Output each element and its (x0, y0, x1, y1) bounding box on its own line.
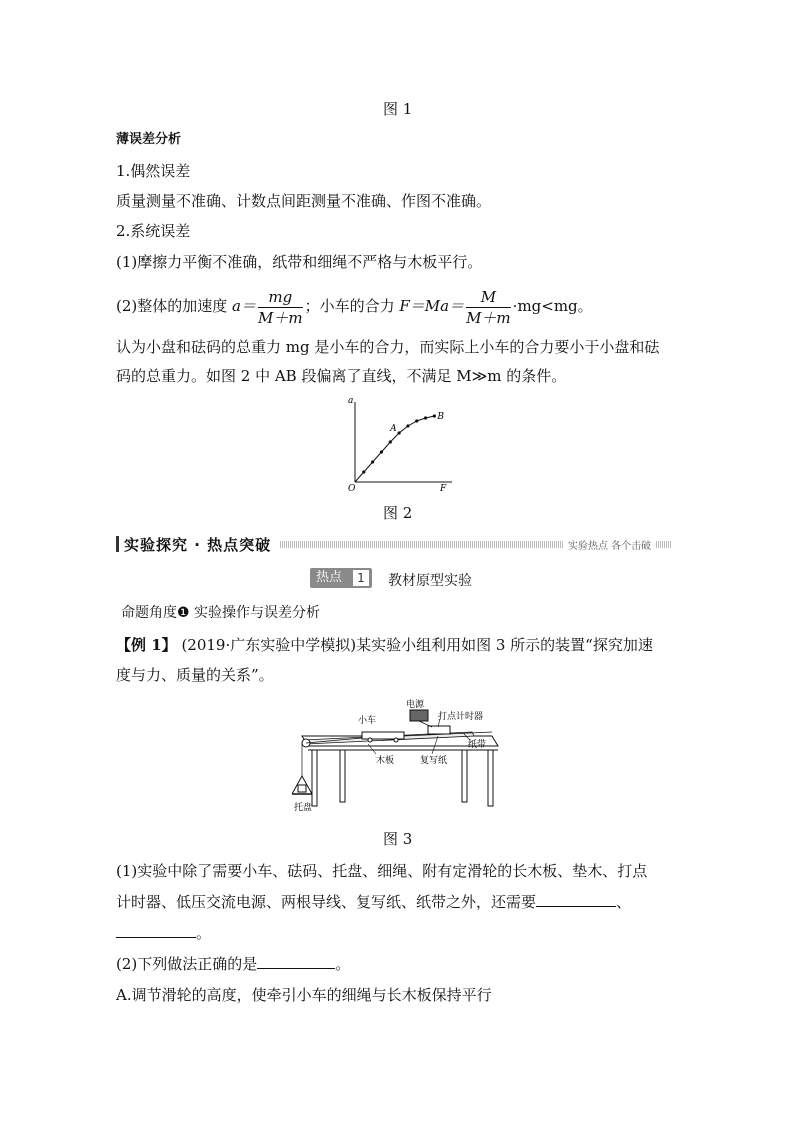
fig2-caption: 图 2 (383, 504, 413, 522)
hot-label: 热点 (316, 570, 343, 585)
answer-blank-1[interactable] (536, 892, 616, 907)
section-bar-left-mark (116, 536, 119, 552)
label-board: 木板 (376, 756, 395, 766)
label-tray: 托盘 (294, 803, 313, 813)
wire (419, 721, 432, 727)
q2-end: 。 (335, 955, 351, 973)
example-line-2: 度与力、质量的关系”。 (116, 666, 274, 684)
fraction-M-den: M＋m (466, 308, 511, 327)
example-line-1 (116, 634, 653, 656)
cart-wheel (368, 738, 372, 742)
section-title: 实验探究 · 热点突破 (124, 536, 272, 554)
fig3-apparatus (292, 696, 507, 822)
data-point (433, 414, 436, 417)
item1-text: 质量测量不准确、计数点间距测量不准确、作图不准确。 (116, 192, 492, 210)
formula-line (116, 284, 593, 328)
data-point (415, 419, 418, 422)
y-axis-label: a (348, 396, 354, 406)
error-analysis-heading (116, 128, 181, 147)
label-carbon: 复写纸 (420, 756, 448, 766)
q1-separator: 、 (616, 893, 632, 911)
x-axis-label: F (440, 484, 447, 492)
heading-prefix: 薄 (116, 132, 130, 147)
hot-number: 1 (353, 570, 369, 586)
heading-text: 误差分析 (129, 132, 182, 147)
answer-blank-2[interactable] (116, 923, 196, 938)
table-leg (312, 750, 317, 806)
formula-prefix: (2)整体的加速度 (116, 297, 233, 315)
fig1-caption: 图 1 (383, 100, 413, 118)
tray-weight (298, 785, 306, 792)
formula-mid: ；小车的合力 (304, 297, 400, 315)
label-tape: 纸带 (468, 740, 487, 750)
cart-wheel (394, 738, 398, 742)
data-point (389, 440, 392, 443)
q2-line (116, 953, 350, 975)
cart (362, 732, 404, 739)
paragraph-line-1: 认为小盘和砝码的总重力 mg 是小车的合力，而实际上小车的合力要小于小盘和砝 (116, 338, 660, 356)
formula-a-eq: a＝ (232, 297, 256, 315)
item1-title: 1.偶然误差 (116, 162, 191, 180)
formula-tail: ·mg<mg。 (512, 297, 593, 315)
data-point (362, 470, 365, 473)
label-power: 电源 (406, 700, 425, 710)
fraction-mg-num: mg (258, 287, 303, 308)
origin-label: O (348, 484, 356, 492)
label-cart: 小车 (358, 716, 377, 726)
point-label-B: B (437, 412, 444, 422)
q1-line-1: (1)实验中除了需要小车、砝码、托盘、细绳、附有定滑轮的长木板、垫木、打点 (116, 862, 648, 880)
fig3-caption: 图 3 (383, 830, 413, 848)
angle-label: 命题角度❶ 实验操作与误差分析 (121, 605, 321, 621)
formula-F-eq: F＝Ma＝ (399, 297, 465, 315)
example-text-1: (2019·广东实验中学模拟)某实验小组利用如图 3 所示的装置“探究加速 (176, 636, 653, 654)
hot-badge (310, 568, 372, 588)
fraction-mg-den: M＋m (257, 308, 303, 327)
q1-end: 。 (196, 924, 212, 942)
label-timer: 打点计时器 (438, 712, 484, 722)
table-leg (488, 750, 493, 806)
fig2-chart (340, 392, 460, 492)
power-supply (410, 710, 428, 721)
data-point (424, 416, 427, 419)
fraction-M (466, 287, 511, 328)
item2-title: 2.系统误差 (116, 222, 191, 240)
paragraph-line-2: 码的总重力。如图 2 中 AB 段偏离了直线，不满足 M≫m 的条件。 (116, 367, 567, 385)
section-bar (116, 536, 676, 552)
table-leg (462, 750, 467, 802)
q1-line-2-text: 计时器、低压交流电源、两根导线、复写纸、纸带之外，还需要 (116, 893, 537, 911)
point-label-A: A (390, 424, 397, 434)
answer-blank-3[interactable] (257, 954, 335, 969)
ticker-timer (428, 726, 450, 734)
fraction-M-num: M (466, 287, 511, 308)
table-leg (340, 750, 345, 802)
option-a: A.调节滑轮的高度，使牵引小车的细绳与长木板保持平行 (116, 986, 492, 1004)
section-right-text: 实验热点 各个击破 (564, 537, 655, 552)
q2-text: (2)下列做法正确的是 (116, 955, 258, 973)
data-point (406, 424, 409, 427)
item2-1-text: (1)摩擦力平衡不准确，纸带和细绳不严格与木板平行。 (116, 253, 483, 271)
example-label: 【例 1】 (116, 636, 177, 654)
data-point (380, 450, 383, 453)
q1-line-2 (116, 891, 631, 913)
hot-title: 教材原型实验 (388, 573, 472, 589)
q1-line-3 (116, 922, 211, 944)
data-point (397, 431, 400, 434)
data-point (371, 460, 374, 463)
fraction-mg (258, 287, 303, 328)
